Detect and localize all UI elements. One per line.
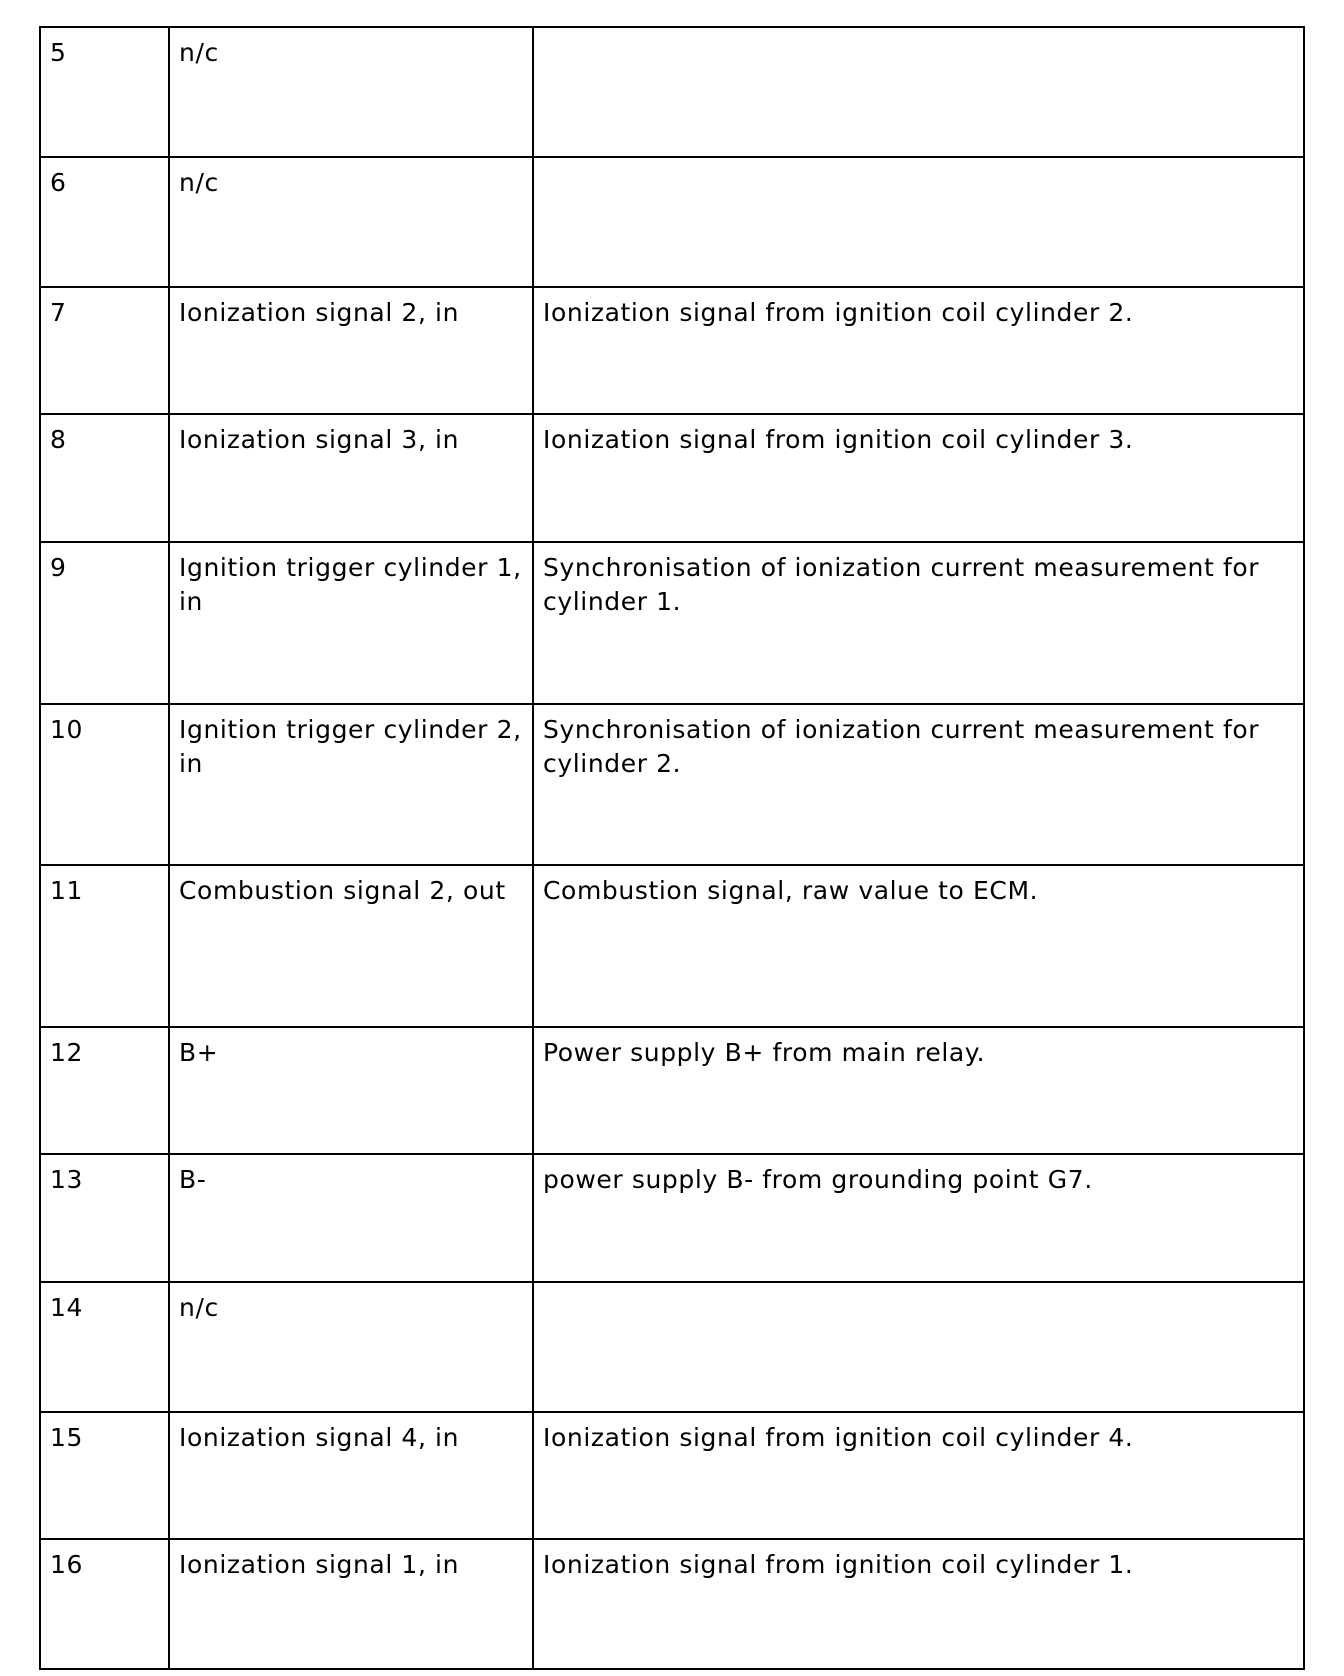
description-cell: Ionization signal from ignition coil cylinder 4. [533,1412,1304,1539]
pin-table [39,26,1305,1670]
pin-number-cell: 5 [40,27,169,157]
signal-name-cell: n/c [169,27,533,157]
description-cell: power supply B- from grounding point G7. [533,1154,1304,1282]
table-row [40,27,1304,157]
description-cell [533,27,1304,157]
pin-number-cell: 8 [40,414,169,542]
signal-name-cell: Ionization signal 2, in [169,287,533,414]
signal-name-cell: n/c [169,157,533,287]
description-cell: Synchronisation of ionization current measurement for cylinder 1. [533,542,1304,704]
pin-number-cell: 16 [40,1539,169,1669]
signal-name-cell: Ionization signal 1, in [169,1539,533,1669]
signal-name-cell: Ionization signal 3, in [169,414,533,542]
table-row [40,865,1304,1027]
table-row [40,1412,1304,1539]
table-row [40,1154,1304,1282]
description-cell [533,157,1304,287]
table-row [40,704,1304,865]
signal-name-cell: Ignition trigger cylinder 1, in [169,542,533,704]
table-row [40,1027,1304,1154]
signal-name-cell: Combustion signal 2, out [169,865,533,1027]
description-cell: Combustion signal, raw value to ECM. [533,865,1304,1027]
table-row [40,157,1304,287]
signal-name-cell: Ignition trigger cylinder 2, in [169,704,533,865]
signal-name-cell: n/c [169,1282,533,1412]
signal-name-cell: B+ [169,1027,533,1154]
pin-number-cell: 15 [40,1412,169,1539]
pin-number-cell: 14 [40,1282,169,1412]
pin-number-cell: 6 [40,157,169,287]
table-row [40,1282,1304,1412]
description-cell: Power supply B+ from main relay. [533,1027,1304,1154]
description-cell: Synchronisation of ionization current measurement for cylinder 2. [533,704,1304,865]
pin-number-cell: 7 [40,287,169,414]
pin-number-cell: 10 [40,704,169,865]
description-cell: Ionization signal from ignition coil cylinder 2. [533,287,1304,414]
table-row [40,542,1304,704]
signal-name-cell: B- [169,1154,533,1282]
description-cell: Ionization signal from ignition coil cylinder 3. [533,414,1304,542]
pin-number-cell: 13 [40,1154,169,1282]
pin-number-cell: 11 [40,865,169,1027]
pin-number-cell: 9 [40,542,169,704]
description-cell: Ionization signal from ignition coil cylinder 1. [533,1539,1304,1669]
table-row [40,287,1304,414]
signal-name-cell: Ionization signal 4, in [169,1412,533,1539]
pin-number-cell: 12 [40,1027,169,1154]
description-cell [533,1282,1304,1412]
table-row [40,414,1304,542]
table-row [40,1539,1304,1669]
